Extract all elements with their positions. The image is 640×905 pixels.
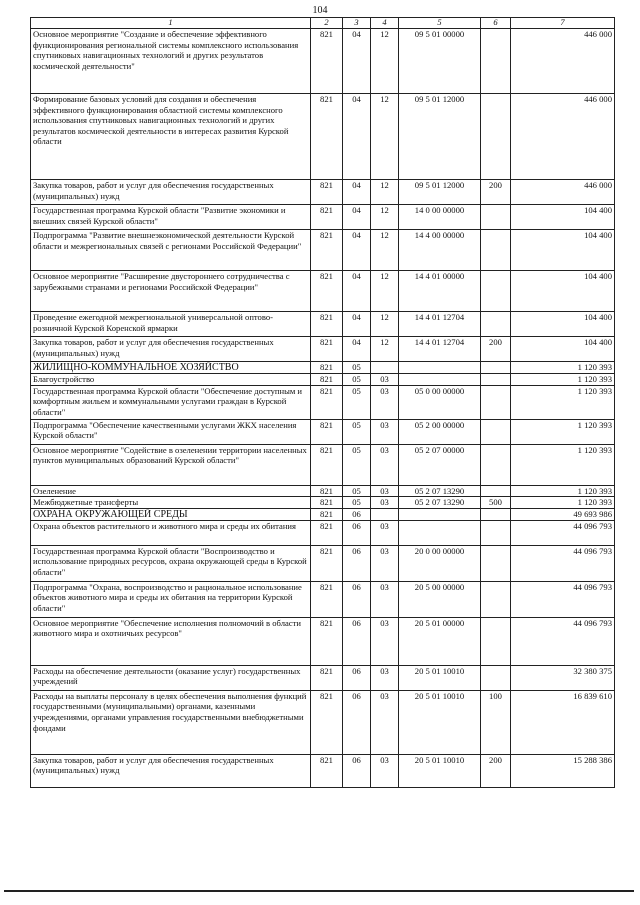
amount-cell: 49 693 986 bbox=[511, 508, 615, 520]
table-row bbox=[31, 312, 615, 337]
section-code-cell: 05 bbox=[343, 385, 371, 419]
table-row bbox=[31, 690, 615, 754]
section-code-cell: 05 bbox=[343, 374, 371, 386]
subsection-code-cell: 03 bbox=[371, 545, 399, 581]
row-name-cell: Расходы на выплаты персоналу в целях обеспечения выполнения функций государственными (муниципальными) органами, казенными учреждениями, органами управления государственными внебюджетными фондами bbox=[31, 690, 311, 754]
admin-code-cell: 821 bbox=[311, 419, 343, 444]
admin-code-cell: 821 bbox=[311, 444, 343, 485]
table-row bbox=[31, 180, 615, 205]
expense-type-cell bbox=[481, 312, 511, 337]
admin-code-cell: 821 bbox=[311, 94, 343, 180]
amount-cell: 44 096 793 bbox=[511, 617, 615, 665]
section-code-cell: 05 bbox=[343, 485, 371, 497]
target-article-cell: 14 0 00 00000 bbox=[399, 205, 481, 230]
column-header: 4 bbox=[371, 18, 399, 29]
table-row bbox=[31, 617, 615, 665]
column-header: 5 bbox=[399, 18, 481, 29]
table-row bbox=[31, 362, 615, 374]
target-article-cell: 20 5 01 10010 bbox=[399, 690, 481, 754]
table-row bbox=[31, 497, 615, 509]
target-article-cell: 20 0 00 00000 bbox=[399, 545, 481, 581]
expense-type-cell bbox=[481, 385, 511, 419]
row-name-cell: Закупка товаров, работ и услуг для обеспечения государственных (муниципальных) нужд bbox=[31, 754, 311, 787]
expense-type-cell bbox=[481, 485, 511, 497]
target-article-cell: 05 2 07 00000 bbox=[399, 444, 481, 485]
row-name-cell: Озеленение bbox=[31, 485, 311, 497]
subsection-code-cell: 03 bbox=[371, 754, 399, 787]
expense-type-cell bbox=[481, 94, 511, 180]
expense-type-cell bbox=[481, 444, 511, 485]
section-code-cell: 05 bbox=[343, 419, 371, 444]
amount-cell: 44 096 793 bbox=[511, 520, 615, 545]
section-code-cell: 04 bbox=[343, 94, 371, 180]
target-article-cell bbox=[399, 508, 481, 520]
subsection-code-cell: 03 bbox=[371, 665, 399, 690]
subsection-code-cell: 12 bbox=[371, 180, 399, 205]
target-article-cell: 05 2 07 13290 bbox=[399, 485, 481, 497]
expense-type-cell bbox=[481, 520, 511, 545]
expense-type-cell bbox=[481, 508, 511, 520]
subsection-code-cell: 12 bbox=[371, 205, 399, 230]
admin-code-cell: 821 bbox=[311, 205, 343, 230]
row-name-cell: Основное мероприятие "Содействие в озеленении территории населенных пунктов муниципальных образований Курской области" bbox=[31, 444, 311, 485]
expense-type-cell: 200 bbox=[481, 337, 511, 362]
section-code-cell: 06 bbox=[343, 508, 371, 520]
section-code-cell: 06 bbox=[343, 545, 371, 581]
admin-code-cell: 821 bbox=[311, 362, 343, 374]
expense-type-cell: 200 bbox=[481, 180, 511, 205]
section-code-cell: 04 bbox=[343, 312, 371, 337]
table-header-row bbox=[31, 18, 615, 29]
table-row bbox=[31, 444, 615, 485]
expense-type-cell bbox=[481, 581, 511, 617]
target-article-cell: 05 0 00 00000 bbox=[399, 385, 481, 419]
row-name-cell: Закупка товаров, работ и услуг для обеспечения государственных (муниципальных) нужд bbox=[31, 337, 311, 362]
page-number: 104 bbox=[312, 5, 328, 16]
table-row bbox=[31, 385, 615, 419]
table-row bbox=[31, 29, 615, 94]
target-article-cell: 20 5 01 00000 bbox=[399, 617, 481, 665]
admin-code-cell: 821 bbox=[311, 374, 343, 386]
section-code-cell: 04 bbox=[343, 337, 371, 362]
table-row bbox=[31, 230, 615, 271]
subsection-code-cell: 12 bbox=[371, 230, 399, 271]
table-row bbox=[31, 337, 615, 362]
subsection-code-cell bbox=[371, 508, 399, 520]
table-row bbox=[31, 485, 615, 497]
expense-type-cell bbox=[481, 362, 511, 374]
amount-cell: 1 120 393 bbox=[511, 385, 615, 419]
admin-code-cell: 821 bbox=[311, 617, 343, 665]
row-name-cell: Проведение ежегодной межрегиональной универсальной оптово-розничной Курской Коренской ярмарки bbox=[31, 312, 311, 337]
column-header: 6 bbox=[481, 18, 511, 29]
section-code-cell: 06 bbox=[343, 754, 371, 787]
row-name-cell: Межбюджетные трансферты bbox=[31, 497, 311, 509]
table-row bbox=[31, 419, 615, 444]
expense-type-cell: 100 bbox=[481, 690, 511, 754]
expense-type-cell bbox=[481, 419, 511, 444]
subsection-code-cell: 03 bbox=[371, 520, 399, 545]
target-article-cell: 09 5 01 00000 bbox=[399, 29, 481, 94]
admin-code-cell: 821 bbox=[311, 312, 343, 337]
target-article-cell: 14 4 01 12704 bbox=[399, 337, 481, 362]
admin-code-cell: 821 bbox=[311, 230, 343, 271]
table-row bbox=[31, 271, 615, 312]
admin-code-cell: 821 bbox=[311, 29, 343, 94]
row-name-cell: Формирование базовых условий для создания и обеспечения эффективного функционирования областной системы комплексного использования спутниковых навигационных технологий и других результатов космической деятельности в интересах развития Курской области bbox=[31, 94, 311, 180]
amount-cell: 1 120 393 bbox=[511, 485, 615, 497]
row-name-cell: Благоустройство bbox=[31, 374, 311, 386]
subsection-code-cell: 03 bbox=[371, 374, 399, 386]
subsection-code-cell bbox=[371, 362, 399, 374]
subsection-code-cell: 12 bbox=[371, 312, 399, 337]
subsection-code-cell: 03 bbox=[371, 581, 399, 617]
amount-cell: 1 120 393 bbox=[511, 419, 615, 444]
row-name-cell: Основное мероприятие "Создание и обеспечение эффективного функционирования региональной системы комплексного использования спутниковых навигационных технологий и других результатов космической деятельности" bbox=[31, 29, 311, 94]
section-code-cell: 04 bbox=[343, 29, 371, 94]
column-header: 3 bbox=[343, 18, 371, 29]
target-article-cell: 14 4 01 12704 bbox=[399, 312, 481, 337]
table-row bbox=[31, 508, 615, 520]
expense-type-cell bbox=[481, 271, 511, 312]
amount-cell: 446 000 bbox=[511, 180, 615, 205]
amount-cell: 104 400 bbox=[511, 312, 615, 337]
table-row bbox=[31, 205, 615, 230]
budget-table bbox=[30, 17, 615, 788]
section-code-cell: 05 bbox=[343, 444, 371, 485]
expense-type-cell bbox=[481, 545, 511, 581]
amount-cell: 104 400 bbox=[511, 271, 615, 312]
row-name-cell: Основное мероприятие "Обеспечение исполнения полномочий в области животного мира и охотничьих ресурсов" bbox=[31, 617, 311, 665]
subsection-code-cell: 12 bbox=[371, 337, 399, 362]
row-name-cell: Государственная программа Курской области "Обеспечение доступным и комфортным жильем и коммунальными услугами граждан в Курской области" bbox=[31, 385, 311, 419]
target-article-cell bbox=[399, 362, 481, 374]
section-code-cell: 04 bbox=[343, 180, 371, 205]
table-row bbox=[31, 665, 615, 690]
admin-code-cell: 821 bbox=[311, 271, 343, 312]
section-code-cell: 06 bbox=[343, 581, 371, 617]
subsection-code-cell: 03 bbox=[371, 419, 399, 444]
page-bottom-rule bbox=[4, 890, 634, 892]
target-article-cell: 05 2 07 13290 bbox=[399, 497, 481, 509]
subsection-code-cell: 12 bbox=[371, 29, 399, 94]
amount-cell: 1 120 393 bbox=[511, 497, 615, 509]
amount-cell: 15 288 386 bbox=[511, 754, 615, 787]
admin-code-cell: 821 bbox=[311, 180, 343, 205]
section-code-cell: 04 bbox=[343, 205, 371, 230]
row-name-cell: Подпрограмма "Охрана, воспроизводство и рациональное использование объектов животного мира и среды их обитания на территории Курской области" bbox=[31, 581, 311, 617]
row-name-cell: ЖИЛИЩНО-КОММУНАЛЬНОЕ ХОЗЯЙСТВО bbox=[31, 362, 311, 374]
target-article-cell bbox=[399, 374, 481, 386]
expense-type-cell: 500 bbox=[481, 497, 511, 509]
table-row bbox=[31, 94, 615, 180]
column-header: 7 bbox=[511, 18, 615, 29]
amount-cell: 1 120 393 bbox=[511, 444, 615, 485]
row-name-cell: Государственная программа Курской области "Развитие экономики и внешних связей Курской области" bbox=[31, 205, 311, 230]
section-code-cell: 06 bbox=[343, 690, 371, 754]
row-name-cell: ОХРАНА ОКРУЖАЮЩЕЙ СРЕДЫ bbox=[31, 508, 311, 520]
target-article-cell: 20 5 00 00000 bbox=[399, 581, 481, 617]
column-header: 2 bbox=[311, 18, 343, 29]
target-article-cell: 14 4 00 00000 bbox=[399, 230, 481, 271]
subsection-code-cell: 03 bbox=[371, 444, 399, 485]
expense-type-cell bbox=[481, 29, 511, 94]
row-name-cell: Подпрограмма "Развитие внешнеэкономической деятельности Курской области и межрегиональных связей с регионами Российской Федерации" bbox=[31, 230, 311, 271]
admin-code-cell: 821 bbox=[311, 754, 343, 787]
amount-cell: 44 096 793 bbox=[511, 581, 615, 617]
column-header: 1 bbox=[31, 18, 311, 29]
subsection-code-cell: 12 bbox=[371, 271, 399, 312]
subsection-code-cell: 03 bbox=[371, 497, 399, 509]
subsection-code-cell: 12 bbox=[371, 94, 399, 180]
admin-code-cell: 821 bbox=[311, 520, 343, 545]
amount-cell: 44 096 793 bbox=[511, 545, 615, 581]
table-row bbox=[31, 374, 615, 386]
target-article-cell: 09 5 01 12000 bbox=[399, 94, 481, 180]
expense-type-cell bbox=[481, 665, 511, 690]
section-code-cell: 04 bbox=[343, 271, 371, 312]
target-article-cell: 09 5 01 12000 bbox=[399, 180, 481, 205]
target-article-cell: 14 4 01 00000 bbox=[399, 271, 481, 312]
admin-code-cell: 821 bbox=[311, 690, 343, 754]
table-row bbox=[31, 581, 615, 617]
amount-cell: 16 839 610 bbox=[511, 690, 615, 754]
subsection-code-cell: 03 bbox=[371, 617, 399, 665]
amount-cell: 1 120 393 bbox=[511, 374, 615, 386]
expense-type-cell bbox=[481, 230, 511, 271]
amount-cell: 104 400 bbox=[511, 337, 615, 362]
amount-cell: 32 380 375 bbox=[511, 665, 615, 690]
target-article-cell bbox=[399, 520, 481, 545]
section-code-cell: 06 bbox=[343, 520, 371, 545]
table-row bbox=[31, 520, 615, 545]
section-code-cell: 06 bbox=[343, 617, 371, 665]
row-name-cell: Расходы на обеспечение деятельности (оказание услуг) государственных учреждений bbox=[31, 665, 311, 690]
admin-code-cell: 821 bbox=[311, 385, 343, 419]
admin-code-cell: 821 bbox=[311, 665, 343, 690]
admin-code-cell: 821 bbox=[311, 337, 343, 362]
amount-cell: 104 400 bbox=[511, 205, 615, 230]
table-row bbox=[31, 545, 615, 581]
admin-code-cell: 821 bbox=[311, 545, 343, 581]
row-name-cell: Подпрограмма "Обеспечение качественными услугами ЖКХ населения Курской области" bbox=[31, 419, 311, 444]
target-article-cell: 20 5 01 10010 bbox=[399, 665, 481, 690]
expense-type-cell bbox=[481, 617, 511, 665]
section-code-cell: 05 bbox=[343, 497, 371, 509]
subsection-code-cell: 03 bbox=[371, 485, 399, 497]
expense-type-cell bbox=[481, 374, 511, 386]
expense-type-cell: 200 bbox=[481, 754, 511, 787]
row-name-cell: Государственная программа Курской области "Воспроизводство и использование природных ресурсов, охрана окружающей среды в Курской области" bbox=[31, 545, 311, 581]
amount-cell: 104 400 bbox=[511, 230, 615, 271]
subsection-code-cell: 03 bbox=[371, 385, 399, 419]
subsection-code-cell: 03 bbox=[371, 690, 399, 754]
row-name-cell: Основное мероприятие "Расширение двустороннего сотрудничества с зарубежными странами и регионами Российской Федерации" bbox=[31, 271, 311, 312]
admin-code-cell: 821 bbox=[311, 485, 343, 497]
target-article-cell: 20 5 01 10010 bbox=[399, 754, 481, 787]
table-row bbox=[31, 754, 615, 787]
section-code-cell: 05 bbox=[343, 362, 371, 374]
admin-code-cell: 821 bbox=[311, 497, 343, 509]
target-article-cell: 05 2 00 00000 bbox=[399, 419, 481, 444]
amount-cell: 1 120 393 bbox=[511, 362, 615, 374]
section-code-cell: 06 bbox=[343, 665, 371, 690]
expense-type-cell bbox=[481, 205, 511, 230]
section-code-cell: 04 bbox=[343, 230, 371, 271]
row-name-cell: Охрана объектов растительного и животного мира и среды их обитания bbox=[31, 520, 311, 545]
amount-cell: 446 000 bbox=[511, 94, 615, 180]
admin-code-cell: 821 bbox=[311, 508, 343, 520]
row-name-cell: Закупка товаров, работ и услуг для обеспечения государственных (муниципальных) нужд bbox=[31, 180, 311, 205]
admin-code-cell: 821 bbox=[311, 581, 343, 617]
amount-cell: 446 000 bbox=[511, 29, 615, 94]
